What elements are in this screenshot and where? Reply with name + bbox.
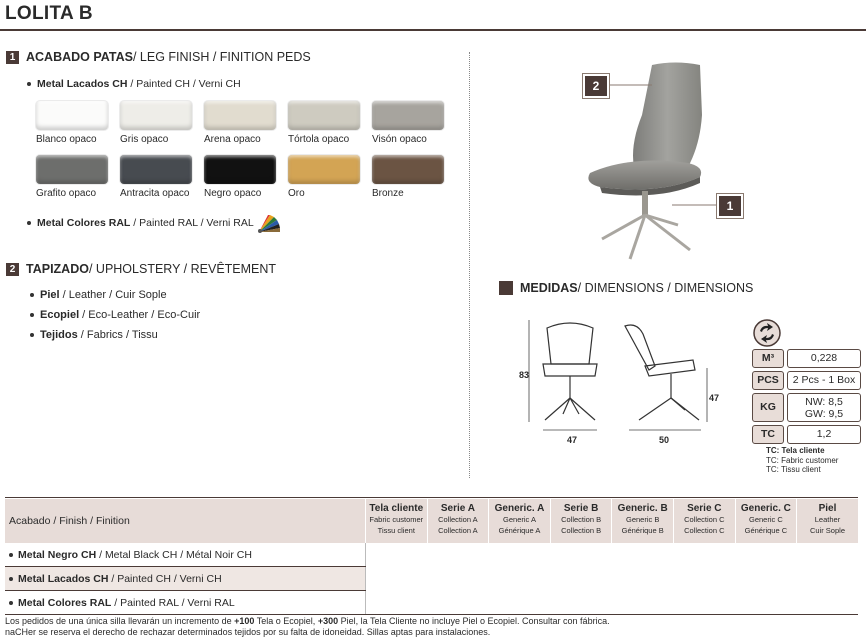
leg-callout-badge: 1 bbox=[719, 196, 741, 216]
section-number-1: 1 bbox=[6, 51, 19, 64]
spec-key: PCS bbox=[752, 371, 784, 390]
spec-value bbox=[787, 393, 861, 422]
table-column-header bbox=[427, 499, 489, 543]
table-row-bold: Metal Lacados CH bbox=[18, 573, 109, 585]
finish-swatch-label: Tórtola opaco bbox=[288, 134, 350, 145]
finish-swatch-label: Antracita opaco bbox=[120, 188, 190, 199]
finish-swatch-label: Oro bbox=[288, 188, 305, 199]
footer-bold: +100 bbox=[234, 616, 255, 626]
metal-lacados-bold: Metal Lacados CH bbox=[37, 78, 128, 90]
metal-colores-bold: Metal Colores RAL bbox=[37, 217, 131, 229]
title-divider bbox=[0, 29, 866, 31]
dimensions-heading-rest: / DIMENSIONS / DIMENSIONS bbox=[577, 281, 754, 295]
column-subtitle: Collection C bbox=[684, 526, 725, 535]
specs-table bbox=[752, 349, 861, 444]
column-subtitle: Generic C bbox=[749, 515, 783, 524]
column-title: Serie A bbox=[440, 503, 475, 514]
finish-swatch bbox=[120, 155, 192, 184]
finish-swatch bbox=[372, 101, 444, 130]
metal-lacados-rest: / Painted CH / Verni CH bbox=[127, 78, 241, 90]
finish-swatch bbox=[36, 155, 108, 184]
column-subtitle: Tissu client bbox=[377, 526, 415, 535]
upholstery-item bbox=[30, 329, 158, 341]
column-subtitle: Generic A bbox=[503, 515, 536, 524]
finish-swatch-label: Bronze bbox=[372, 188, 404, 199]
footer-note-1 bbox=[5, 616, 610, 626]
page-title: LOLITA B bbox=[5, 3, 93, 24]
spec-key: KG bbox=[752, 393, 784, 422]
section-number-2: 2 bbox=[6, 263, 19, 276]
column-subtitle: Generic B bbox=[626, 515, 660, 524]
footer-note-2: naCHer se reserva el derecho de rechazar determinados tejidos por su falta de idoneidad. Sillas aptas para instalaciones. bbox=[5, 627, 491, 637]
front-view-drawing bbox=[525, 318, 615, 436]
upholstery-item-rest: / Eco-Leather / Eco-Cuir bbox=[79, 309, 201, 321]
table-row-rest: / Painted CH / Verni CH bbox=[108, 573, 222, 585]
side-view-drawing bbox=[615, 318, 715, 436]
table-row-bold: Metal Colores RAL bbox=[18, 597, 112, 609]
table-row-bold: Metal Negro CH bbox=[18, 549, 97, 561]
finish-swatch bbox=[120, 101, 192, 130]
metal-lacados-line bbox=[27, 78, 241, 90]
upholstery-heading-bold: TAPIZADO bbox=[26, 262, 89, 276]
row-divider bbox=[5, 566, 366, 567]
dimension-height: 83 bbox=[519, 370, 530, 380]
column-subtitle: Collection A bbox=[438, 526, 478, 535]
finish-swatch bbox=[288, 101, 360, 130]
finish-swatch-label: Arena opaco bbox=[204, 134, 261, 145]
dimensions-heading bbox=[499, 281, 753, 295]
footer-bold: +300 bbox=[317, 616, 339, 626]
spec-key: TC bbox=[752, 425, 784, 444]
tc-note-line: TC: Tissu client bbox=[766, 465, 821, 474]
leg-finish-heading-rest: / LEG FINISH / FINITION PEDS bbox=[132, 50, 311, 64]
finish-swatch-label: Blanco opaco bbox=[36, 134, 97, 145]
column-subtitle: Collection C bbox=[684, 515, 725, 524]
tc-note-line: TC: Tela cliente bbox=[766, 446, 825, 455]
spec-row-tc bbox=[752, 425, 861, 444]
upholstery-item-rest: / Fabrics / Tissu bbox=[77, 329, 158, 341]
spec-value: 1,2 bbox=[787, 425, 861, 444]
seat-callout-badge: 2 bbox=[585, 76, 607, 96]
column-subtitle: Collection A bbox=[438, 515, 478, 524]
column-subtitle: Cuir Sople bbox=[809, 526, 845, 535]
spec-row-weight bbox=[752, 393, 861, 422]
table-column-header bbox=[365, 499, 427, 543]
finish-swatch bbox=[372, 155, 444, 184]
spec-row-pieces bbox=[752, 371, 861, 390]
column-subtitle: Collection B bbox=[561, 526, 602, 535]
footer-text: Tela o Ecopiel, bbox=[254, 616, 318, 626]
table-top-rule bbox=[5, 497, 858, 498]
tc-note bbox=[766, 446, 838, 475]
leg-finish-heading-bold: ACABADO PATAS bbox=[26, 50, 133, 64]
dimensions-heading-bold: MEDIDAS bbox=[520, 281, 578, 295]
table-row-border bbox=[5, 543, 366, 615]
finish-swatch bbox=[204, 101, 276, 130]
column-separator bbox=[469, 52, 470, 478]
upholstery-item-rest: / Leather / Cuir Sople bbox=[59, 289, 167, 301]
tc-note-line: TC: Fabric customer bbox=[766, 455, 839, 465]
upholstery-heading bbox=[6, 262, 276, 276]
spec-value: 2 Pcs - 1 Box bbox=[787, 371, 861, 390]
spec-value-net-weight: NW: 8,5 bbox=[805, 396, 843, 408]
table-row-rest: / Metal Black CH / Métal Noir CH bbox=[96, 549, 252, 561]
upholstery-item bbox=[30, 289, 167, 301]
bullet-dot bbox=[27, 221, 31, 225]
dimension-width: 47 bbox=[567, 435, 578, 445]
table-header-finish: Acabado / Finish / Finition bbox=[9, 515, 130, 527]
finish-swatch bbox=[36, 101, 108, 130]
bullet-dot bbox=[30, 313, 34, 317]
metal-colores-line bbox=[27, 217, 254, 229]
finish-swatch-label: Grafito opaco bbox=[36, 188, 97, 199]
upholstery-item-bold: Tejidos bbox=[40, 329, 78, 341]
finish-swatch bbox=[288, 155, 360, 184]
metal-colores-rest: / Painted RAL / Verni RAL bbox=[130, 217, 254, 229]
finish-swatch-label: Gris opaco bbox=[120, 134, 169, 145]
bullet-dot bbox=[30, 333, 34, 337]
table-column-header bbox=[550, 499, 612, 543]
column-title: Serie C bbox=[687, 503, 722, 514]
table-column-header bbox=[735, 499, 797, 543]
bullet-dot bbox=[27, 82, 31, 86]
bullet-dot bbox=[30, 293, 34, 297]
table-column-header bbox=[673, 499, 735, 543]
column-subtitle: Générique A bbox=[498, 526, 541, 535]
finish-swatch-label: Visón opaco bbox=[372, 134, 427, 145]
table-bottom-rule bbox=[5, 614, 858, 615]
footer-text: Los pedidos de una única silla llevarán un incremento de bbox=[5, 616, 235, 626]
spec-key: M³ bbox=[752, 349, 784, 368]
upholstery-item-bold: Ecopiel bbox=[40, 309, 80, 321]
column-title: Serie B bbox=[563, 503, 599, 514]
dimension-depth: 50 bbox=[659, 435, 670, 445]
dimensions-square-icon bbox=[499, 281, 513, 295]
swivel-icon bbox=[752, 319, 782, 347]
column-title: Tela cliente bbox=[369, 503, 424, 514]
table-row-rest: / Painted RAL / Verni RAL bbox=[111, 597, 235, 609]
column-subtitle: Leather bbox=[814, 515, 841, 524]
spec-value: 0,228 bbox=[787, 349, 861, 368]
finish-swatch bbox=[204, 155, 276, 184]
column-subtitle: Collection B bbox=[561, 515, 602, 524]
dimension-seat-height: 47 bbox=[709, 393, 720, 403]
upholstery-item bbox=[30, 309, 200, 321]
spec-row-volume bbox=[752, 349, 861, 368]
column-title: Piel bbox=[818, 503, 837, 514]
table-column-header bbox=[488, 499, 550, 543]
upholstery-heading-rest: / UPHOLSTERY / REVÊTEMENT bbox=[88, 262, 277, 276]
column-subtitle: Générique C bbox=[744, 526, 788, 535]
column-subtitle: Générique B bbox=[621, 526, 664, 535]
upholstery-item-bold: Piel bbox=[40, 289, 60, 301]
spec-value-gross-weight: GW: 9,5 bbox=[804, 408, 844, 420]
ral-color-fan-icon bbox=[256, 212, 282, 234]
column-title: Generic. B bbox=[617, 503, 668, 514]
table-column-header bbox=[796, 499, 858, 543]
column-title: Generic. C bbox=[740, 503, 791, 514]
row-divider bbox=[5, 590, 366, 591]
column-title: Generic. A bbox=[494, 503, 545, 514]
finish-swatch-label: Negro opaco bbox=[204, 188, 262, 199]
leg-finish-heading bbox=[6, 50, 311, 64]
column-subtitle: Fabric customer bbox=[369, 515, 424, 524]
footer-text: Piel, la Tela Cliente no incluye Piel o Ecopiel. Consultar con fábrica. bbox=[338, 616, 610, 626]
table-column-header bbox=[611, 499, 673, 543]
